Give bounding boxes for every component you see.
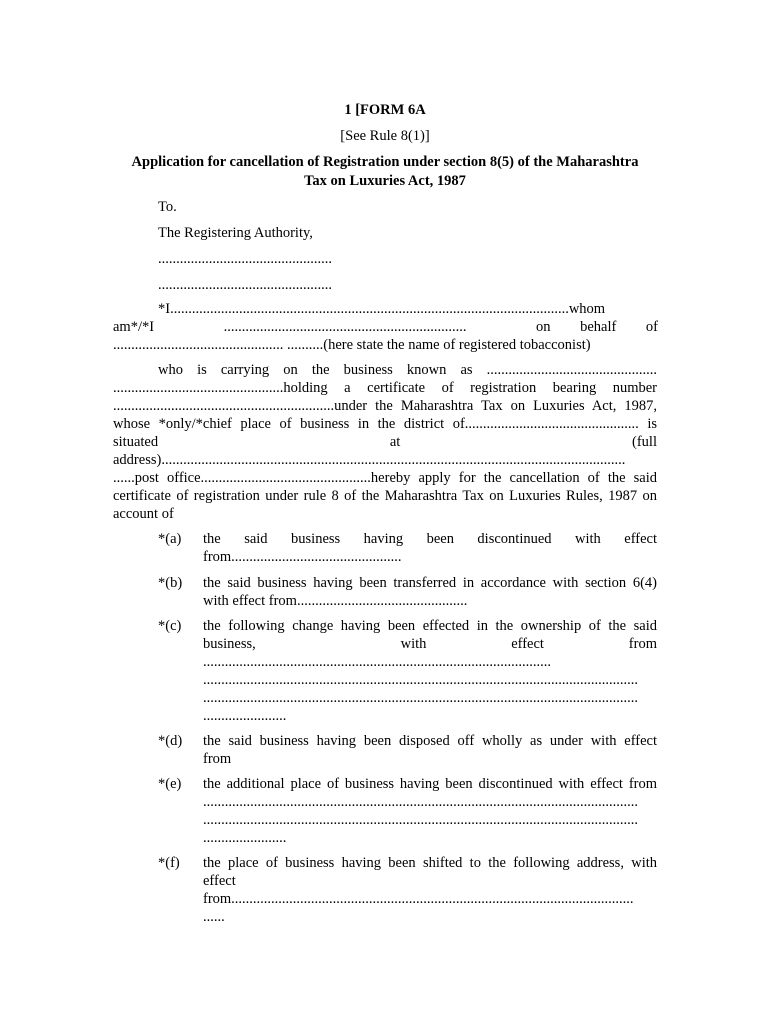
item-e-blank-3: ....................... xyxy=(203,830,287,846)
declaration-behalf: behalf xyxy=(580,319,617,335)
item-e-blank-2: ........................................................................................................................ xyxy=(203,812,638,828)
item-c-blank-1: ................................................................................................ xyxy=(203,654,551,670)
declaration-line-3: ............................................... ..........(here state the name of registered tobacconist) xyxy=(113,337,591,353)
item-a-line-1: the said business having been discontinued with effect xyxy=(203,531,657,547)
item-c-effect: effect xyxy=(511,636,544,652)
declaration-on: on xyxy=(536,319,551,335)
item-c-line-2 xyxy=(203,635,657,653)
item-f-label: *(f) xyxy=(158,855,180,871)
form-number: 1 [FORM 6A xyxy=(344,102,426,118)
item-e-label: *(e) xyxy=(158,776,182,792)
authority-address-line-1: ................................................ xyxy=(158,251,332,267)
item-a-line-2: from............................................... xyxy=(203,549,402,565)
declaration-line-1: *I..............................................................................................................whom xyxy=(158,301,606,317)
authority-address-line-2: ................................................ xyxy=(158,277,332,293)
item-d-line-2: from xyxy=(203,751,232,767)
form-title-line-2: Tax on Luxuries Act, 1987 xyxy=(304,173,466,189)
full-text: (full xyxy=(632,434,657,450)
item-f-line-4: ...... xyxy=(203,909,225,925)
item-c-business: business, xyxy=(203,636,256,652)
item-b-text xyxy=(203,574,657,610)
business-line-6: address)................................................................................................................................ xyxy=(113,452,626,468)
form-title-line-1: Application for cancellation of Registration under section 8(5) of the Maharashtra xyxy=(131,154,639,170)
business-line-9: account of xyxy=(113,506,174,522)
item-f-line-2: effect xyxy=(203,873,236,889)
item-c-from: from xyxy=(628,636,657,652)
at-text: at xyxy=(389,434,401,450)
declaration-am-i: am*/*I xyxy=(113,319,155,335)
business-line-4: whose *only/*chief place of business in the district of................................................ is xyxy=(113,416,657,432)
item-b-label: *(b) xyxy=(158,575,183,591)
business-line-7: ......post office...............................................hereby apply for the cancellation of the said xyxy=(113,470,657,486)
item-d-line-1: the said business having been disposed off wholly as under with effect xyxy=(203,733,657,749)
item-b-line-2: with effect from............................................... xyxy=(203,593,468,609)
item-b-line-1: the said business having been transferred in accordance with section 6(4) xyxy=(203,575,657,591)
situated-text: situated xyxy=(113,434,159,450)
item-c-blank-3: ........................................................................................................................ xyxy=(203,690,638,706)
item-c-blank-2: ........................................................................................................................ xyxy=(203,672,638,688)
item-d-label: *(d) xyxy=(158,733,183,749)
rule-reference: [See Rule 8(1)] xyxy=(340,128,430,144)
item-f-line-1: the place of business having been shifted to the following address, with xyxy=(203,855,657,871)
item-a-text xyxy=(203,530,657,566)
item-e-line-1: the additional place of business having been discontinued with effect from xyxy=(203,776,657,792)
item-e-text xyxy=(203,775,657,847)
item-c-with: with xyxy=(400,636,427,652)
item-d-text xyxy=(203,732,657,768)
item-c-blank-4: ....................... xyxy=(203,708,287,724)
declaration-of: of xyxy=(645,319,658,335)
business-line-1: who is carrying on the business known as ............................................... xyxy=(158,362,657,378)
item-f-line-3: from............................................................................................................... xyxy=(203,891,634,907)
business-line-5 xyxy=(113,433,657,451)
business-line-3: .............................................................under the Maharashtra Tax on Luxuries Act, 1987, xyxy=(113,398,657,414)
item-c-line-1: the following change having been effected in the ownership of the said xyxy=(203,618,657,634)
declaration-line-2 xyxy=(113,318,658,336)
declaration-name-blank: ................................................................... xyxy=(223,319,467,335)
business-line-2: ...............................................holding a certificate of registration bearing number xyxy=(113,380,657,396)
item-a-label: *(a) xyxy=(158,531,182,547)
business-line-8: certificate of registration under rule 8 of the Maharashtra Tax on Luxuries Rules, 1987 on xyxy=(113,488,657,504)
item-c-label: *(c) xyxy=(158,618,182,634)
addressee-authority: The Registering Authority, xyxy=(158,225,313,241)
addressee-to: To. xyxy=(158,199,177,215)
item-e-blank-1: ........................................................................................................................ xyxy=(203,794,638,810)
item-c-text xyxy=(203,617,657,725)
item-f-text xyxy=(203,854,657,926)
